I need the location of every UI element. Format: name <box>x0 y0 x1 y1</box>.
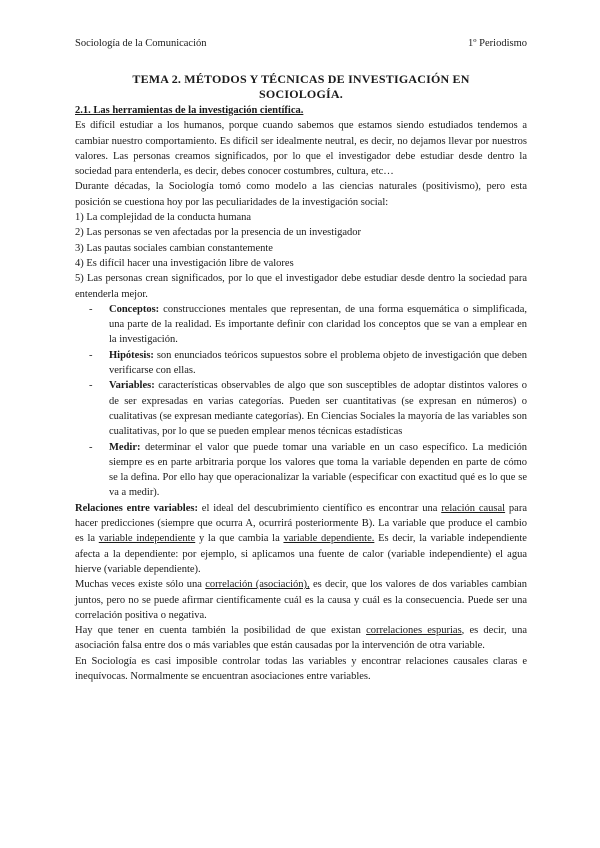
tools-list <box>75 302 527 501</box>
term-label: Medir: <box>109 441 141 453</box>
paragraph-positivism: Durante décadas, la Sociología tomó como modelo a las ciencias naturales (positivismo), pero esta posición se cuestiona hoy por las peculiaridades de la investigación social: <box>75 181 527 208</box>
page-header <box>75 37 527 51</box>
term-definition: son enunciados teóricos supuestos sobre el problema objeto de investigación que deben verificarse con ellas. <box>109 349 527 377</box>
dash-bullet: - <box>89 380 93 392</box>
document-body <box>75 72 527 684</box>
paragraph-final: En Sociología es casi imposible controlar todas las variables y encontrar relaciones causales claras e inequívocas. Normalmente se encuentran asociaciones entre variables. <box>75 655 527 682</box>
text-run: para hacer predicciones (siempre que ocurra A, ocurrirá posteriormente B). La variable que produce el cambio es la <box>75 502 527 545</box>
underlined-term: variable dependiente. <box>283 533 375 545</box>
underlined-term: correlación (asociación), <box>205 579 310 591</box>
paragraph-espurias <box>75 623 527 654</box>
numbered-item: 5) Las personas crean significados, por lo que el investigador debe estudiar desde dentro la sociedad para entenderla mejor. <box>75 273 527 300</box>
text-run: Hay que tener en cuenta también la posibilidad de que existan <box>75 625 367 637</box>
text-run: Muchas veces existe sólo una <box>75 579 206 591</box>
numbered-list <box>75 210 527 302</box>
text-run: el ideal del descubrimiento científico es encontrar una <box>197 502 442 514</box>
dash-bullet: - <box>89 349 93 361</box>
dash-bullet: - <box>89 441 93 453</box>
text-run: Es decir, la variable independiente afecta a la dependiente: por ejemplo, si aplicamos una fuente de calor (variable independiente) el agua hierve (variable dependiente). <box>75 533 527 575</box>
header-course: Sociología de la Comunicación <box>75 38 207 49</box>
list-item-conceptos <box>75 302 527 348</box>
paragraph-correlacion <box>75 577 527 623</box>
numbered-item: 4) Es difícil hacer una investigación libre de valores <box>75 257 294 269</box>
term-label: Relaciones entre variables: <box>75 502 198 514</box>
term-definition: determinar el valor que puede tomar una variable en un caso específico. La medición siempre es en parte arbitraria porque los valores que toma la variable dependen en parte de cómo se la defina. Por ello hay que operacionalizar la variable (especificar con exactitud qué es lo que se va a medir). <box>109 441 527 499</box>
section-heading: 2.1. Las herramientas de la investigación científica. <box>75 105 304 116</box>
text-run: y la que cambia la <box>195 533 284 545</box>
underlined-term: relación causal <box>441 502 506 514</box>
numbered-item: 1) La complejidad de la conducta humana <box>75 212 252 224</box>
paragraph-relaciones <box>75 501 527 577</box>
numbered-item: 3) Las pautas sociales cambian constantemente <box>75 242 273 254</box>
term-definition: construcciones mentales que representan, de una forma esquemática o simplificada, una parte de la realidad. Es importante definir con claridad los conceptos que se van a emplear en la investigación. <box>109 303 527 346</box>
term-label: Variables: <box>109 380 155 392</box>
list-item-hipotesis <box>75 348 527 379</box>
underlined-term: variable independiente <box>98 533 196 545</box>
term-label: Hipótesis: <box>109 349 154 361</box>
dash-bullet: - <box>89 303 93 315</box>
text-run: , es decir, una asociación falsa entre dos o más variables que están causadas por la intervención de otra variable. <box>75 625 527 652</box>
underlined-term: correlaciones espurias <box>366 625 462 637</box>
numbered-item: 2) Las personas se ven afectadas por la presencia de un investigador <box>75 227 362 239</box>
list-item-variables <box>75 378 527 439</box>
term-definition: características observables de algo que son susceptibles de adoptar distintos valores o de ser expresadas en varias categorías. Pueden ser cuantitativas (se expresan en números) o cualitativas (se expresan mediante categorías). En Ciencias Sociales la mayoría de las variables son cualitativas, por lo que se pueden emplear menos técnicas estadísticas <box>109 380 527 438</box>
list-item-medir <box>75 440 527 501</box>
page-title: TEMA 2. MÉTODOS Y TÉCNICAS DE INVESTIGACIÓN EN SOCIOLOGÍA. <box>132 72 470 101</box>
header-degree: 1º Periodismo <box>468 38 527 49</box>
paragraph-intro: Es difícil estudiar a los humanos, porque cuando sabemos que estamos siendo estudiados tendemos a cambiar nuestro comportamiento. Es difícil ser idealmente neutral, es decir, no dejamos llevar por nuestros valores. Las personas creamos significados, por lo que el investigador debe estudiar desde dentro la sociedad para entenderla, es decir, debes conocer costumbres, cultura, etc… <box>75 120 527 178</box>
term-label: Conceptos: <box>109 303 160 315</box>
text-run: es decir, que los valores de dos variables cambian juntos, pero no se puede afirmar científicamente cuál es la causa y cuál es la consecuencia. Puede ser una correlación positiva o negativa. <box>75 579 527 621</box>
